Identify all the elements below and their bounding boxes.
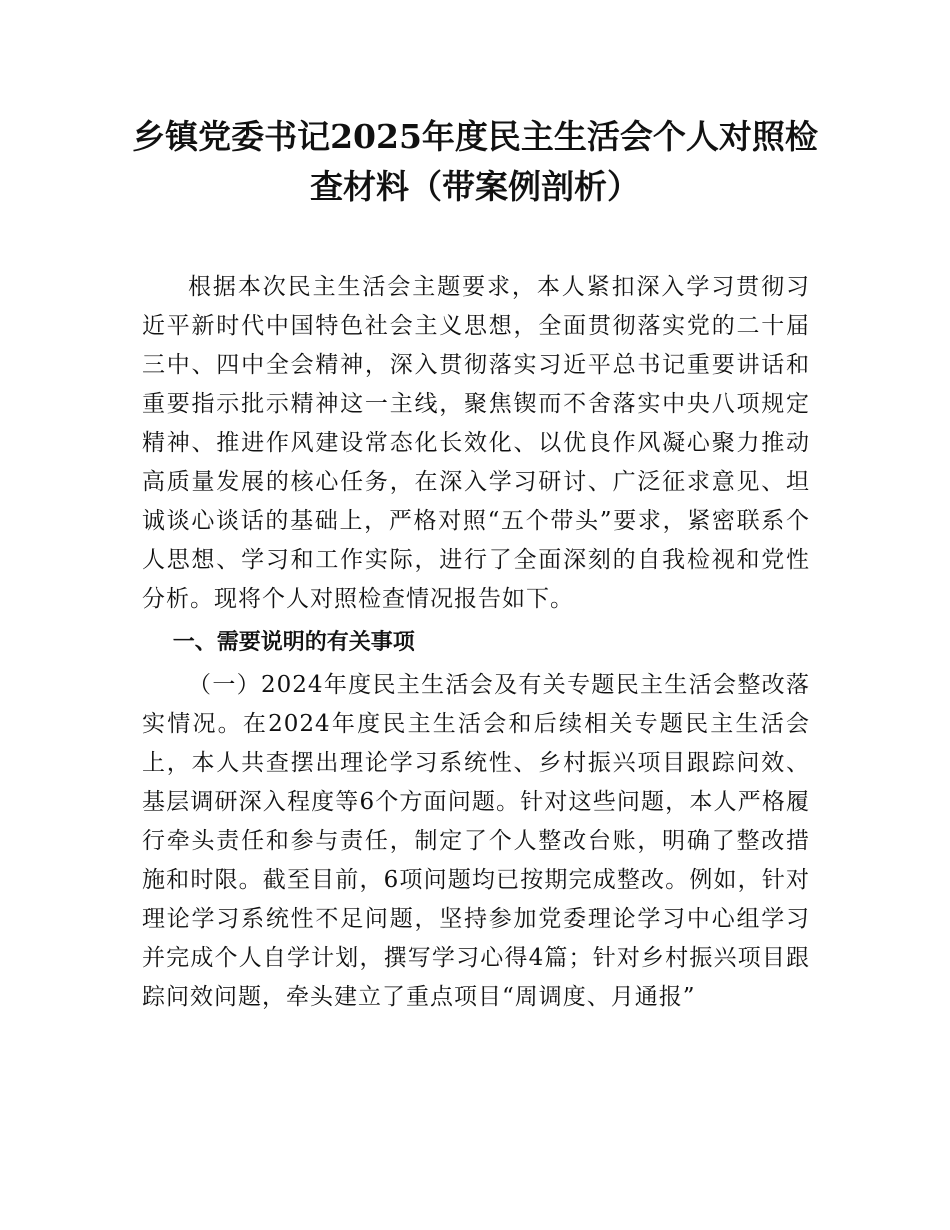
title-line-1: 乡镇党委书记2025年度民主生活会个人对照检 [132,117,818,156]
document-title [110,112,840,212]
section-paragraph: （一）2024年度民主生活会及有关专题民主生活会整改落实情况。在2024年度民主生活会和后续相关专题民主生活会上，本人共查摆出理论学习系统性、乡村振兴项目跟踪问效、基层调研深入程度等6个方面问题。针对这些问题，本人严格履行牵头责任和参与责任，制定了个人整改台账，明确了整改措施和时限。截至目前，6项问题均已按期完成整改。例如，针对理论学习系统性不足问题，坚持参加党委理论学习中心组学习并完成个人自学计划，撰写学习心得4篇；针对乡村振兴项目跟踪问效问题，牵头建立了重点项目“周调度、月通报” [142,672,810,1010]
section-heading: 一、需要说明的有关事项 [172,630,415,655]
title-line-2: 查材料（带案例剖析） [310,167,640,206]
intro-paragraph: 根据本次民主生活会主题要求，本人紧扣深入学习贯彻习近平新时代中国特色社会主义思想，全面贯彻落实党的二十届三中、四中全会精神，深入贯彻落实习近平总书记重要讲话和重要指示批示精神这一主线，聚焦锲而不舍落实中央八项规定精神、推进作风建设常态化长效化、以优良作风凝心聚力推动高质量发展的核心任务，在深入学习研讨、广泛征求意见、坦诚谈心谈话的基础上，严格对照“五个带头”要求，紧密联系个人思想、学习和工作实际，进行了全面深刻的自我检视和党性分析。现将个人对照检查情况报告如下。 [142,274,810,612]
document-body [142,268,810,1017]
